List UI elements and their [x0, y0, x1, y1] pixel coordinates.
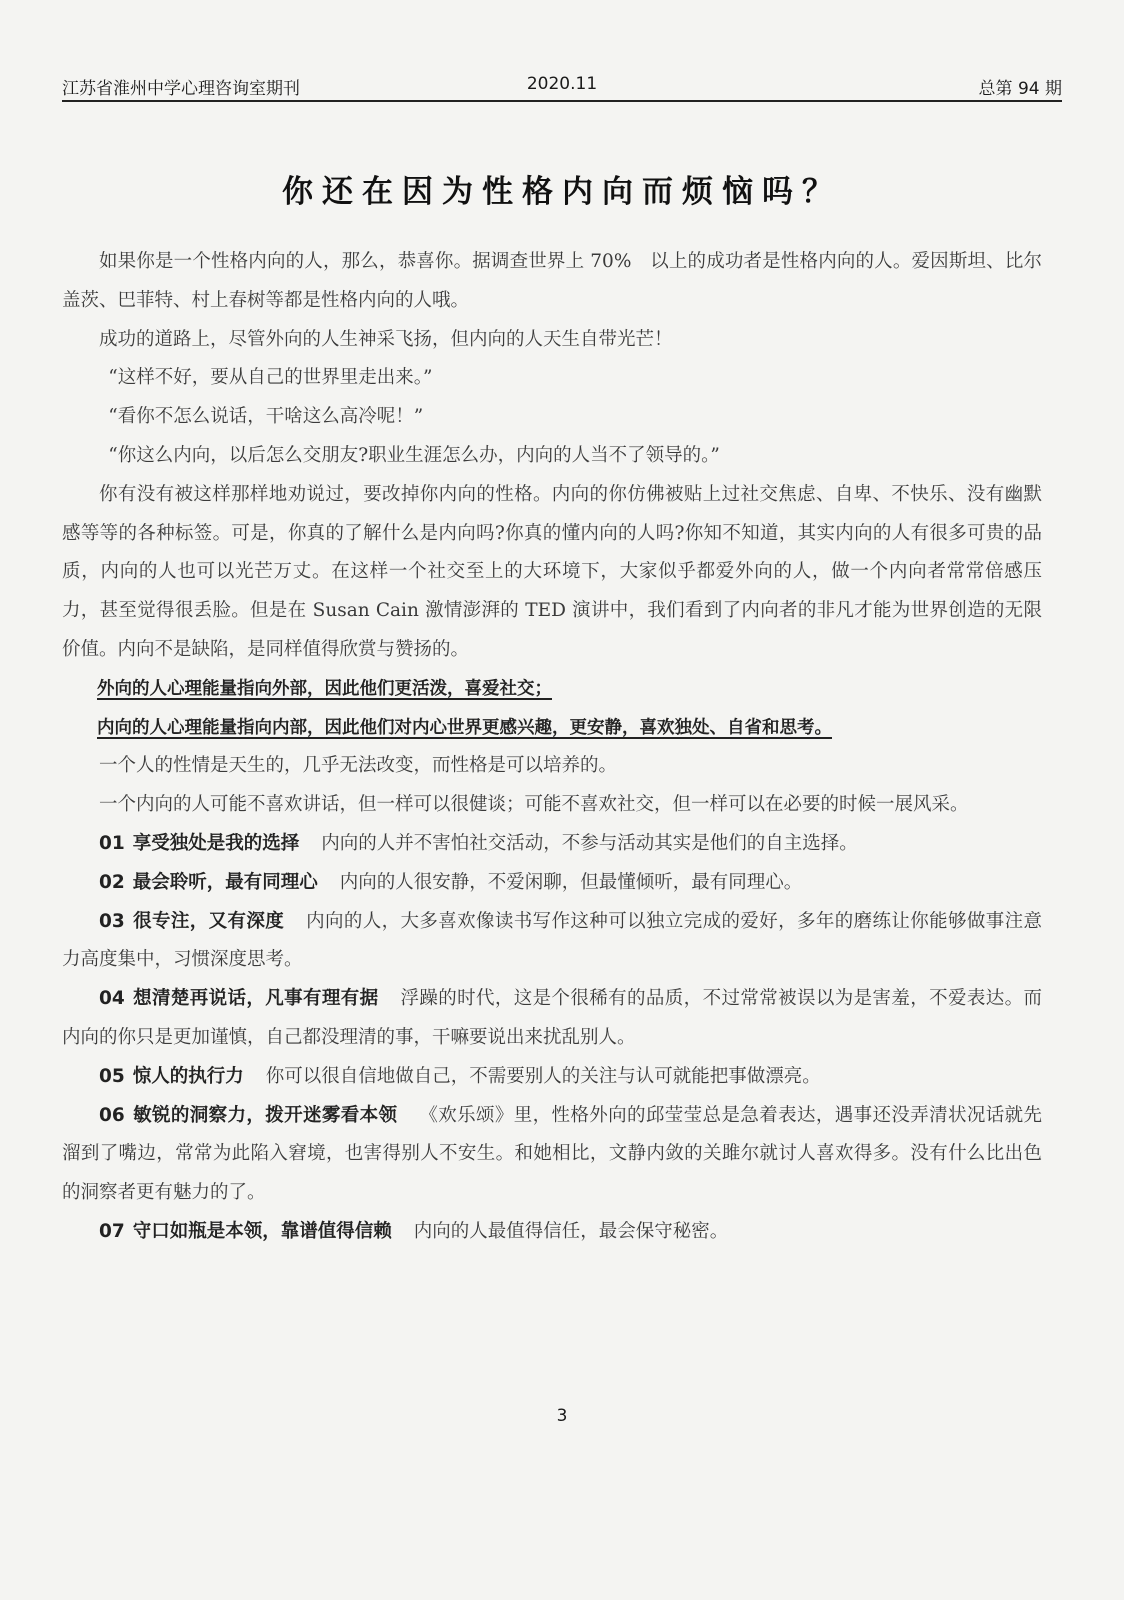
- page-number: 3: [556, 1406, 568, 1426]
- list-item: [62, 1097, 1042, 1213]
- item-number: 06: [99, 1104, 125, 1126]
- list-item: [62, 903, 1042, 981]
- item-text: 你可以很自信地做自己，不需要别人的关注与认可就能把事做漂亮。: [265, 1065, 821, 1087]
- paragraph-road: 成功的道路上，尽管外向的人生神采飞扬，但内向的人天生自带光芒！: [99, 328, 673, 350]
- list-item: [62, 980, 1042, 1058]
- item-text: 内向的人最值得信任，最会保守秘密。: [413, 1220, 729, 1242]
- item-heading: 很专注，又有深度: [132, 910, 285, 932]
- key-point-extrovert-text: 外向的人心理能量指向外部，因此他们更活泼，喜爱社交；: [97, 678, 552, 699]
- item-text: 浮躁的时代，这是个很稀有的品质，不过常常被误以为是害羞，不爱表达。而内向的你只是更加谨慎，自己都没理清的事，干嘛要说出来扰乱别人。: [62, 988, 1042, 1048]
- item-heading: 享受独处是我的选择: [132, 832, 300, 854]
- list-item: [62, 864, 1042, 903]
- item-text: 内向的人并不害怕社交活动，不参与活动其实是他们的自主选择。: [321, 832, 858, 854]
- item-number: 02: [99, 871, 125, 893]
- item-text: 内向的人很安静，不爱闲聊，但最懂倾听，最有同理心。: [339, 871, 803, 893]
- item-number: 01: [99, 832, 125, 854]
- quote-2: “看你不怎么说话，干啥这么高冷呢！”: [108, 406, 424, 428]
- article-body: [62, 243, 1042, 1252]
- quote-3: “你这么内向，以后怎么交朋友?职业生涯怎么办，内向的人当不了领导的。”: [108, 444, 720, 466]
- running-header: [62, 72, 1062, 102]
- key-point-introvert-text: 内向的人心理能量指向内部，因此他们对内心世界更感兴趣，更安静，喜欢独处、自省和思考。: [97, 717, 832, 738]
- paragraph-intro: 如果你是一个性格内向的人，那么，恭喜你。据调查世界上 70% 以上的成功者是性格内向的人。爱因斯坦、比尔盖茨、巴菲特、村上春树等都是性格内向的人哦。: [62, 251, 1042, 311]
- item-number: 05: [99, 1065, 125, 1087]
- article-title: 你还在因为性格内向而烦恼吗？: [282, 174, 842, 210]
- journal-name: 江苏省淮州中学心理咨询室期刊: [62, 79, 300, 99]
- item-heading: 守口如瓶是本领，靠谱值得信赖: [132, 1220, 392, 1242]
- list-item: [62, 1058, 1042, 1097]
- item-text: 内向的人，大多喜欢像读书写作这种可以独立完成的爱好，多年的磨练让你能够做事注意力高度集中，习惯深度思考。: [62, 910, 1042, 971]
- item-number: 03: [99, 910, 125, 932]
- item-number: 04: [99, 988, 125, 1010]
- list-item: [62, 825, 1042, 864]
- list-item: [62, 1213, 1042, 1252]
- quote-1: “这样不好，要从自己的世界里走出来。”: [108, 367, 433, 389]
- key-point-extrovert: [62, 670, 1042, 709]
- item-heading: 想清楚再说话，凡事有理有据: [132, 988, 379, 1010]
- issue-date: 2020.11: [526, 74, 598, 94]
- key-point-introvert: [62, 709, 1042, 748]
- item-text: 《欢乐颂》里，性格外向的邱莹莹总是急着表达，遇事还没弄清状况话就先溜到了嘴边，常常为此陷入窘境，也害得别人不安生。和她相比，文静内敛的关雎尔就讨人喜欢得多。没有什么比出色的洞察者更有魅力的了。: [62, 1104, 1042, 1204]
- item-number: 07: [99, 1220, 125, 1242]
- paragraph-talk: 一个内向的人可能不喜欢讲话，但一样可以很健谈；可能不喜欢社交，但一样可以在必要的时候一展风采。: [99, 794, 969, 816]
- paragraph-persuaded: 你有没有被这样那样地劝说过，要改掉你内向的性格。内向的你仿佛被贴上过社交焦虑、自卑、不快乐、没有幽默感等等的各种标签。可是，你真的了解什么是内向吗?你真的懂内向的人吗?你知不知道，其实内向的人有很多可贵的品质，内向的人也可以光芒万丈。在这样一个社交至上的大环境下，大家似乎都爱外向的人，做一个内向者常常倍感压力，甚至觉得很丢脸。但是在 Susan Cain 激情澎湃的 TED 演讲中，我们看到了内向者的非凡才能为世界创造的无限价值。内向不是缺陷，是同样值得欣赏与赞扬的。: [62, 483, 1042, 660]
- item-heading: 敏锐的洞察力，拨开迷雾看本领: [132, 1104, 398, 1126]
- item-heading: 惊人的执行力: [132, 1065, 244, 1087]
- paragraph-temperament: 一个人的性情是天生的，几乎无法改变，而性格是可以培养的。: [99, 755, 618, 777]
- item-heading: 最会聆听，最有同理心: [132, 871, 318, 893]
- issue-number: 总第 94 期: [978, 79, 1062, 99]
